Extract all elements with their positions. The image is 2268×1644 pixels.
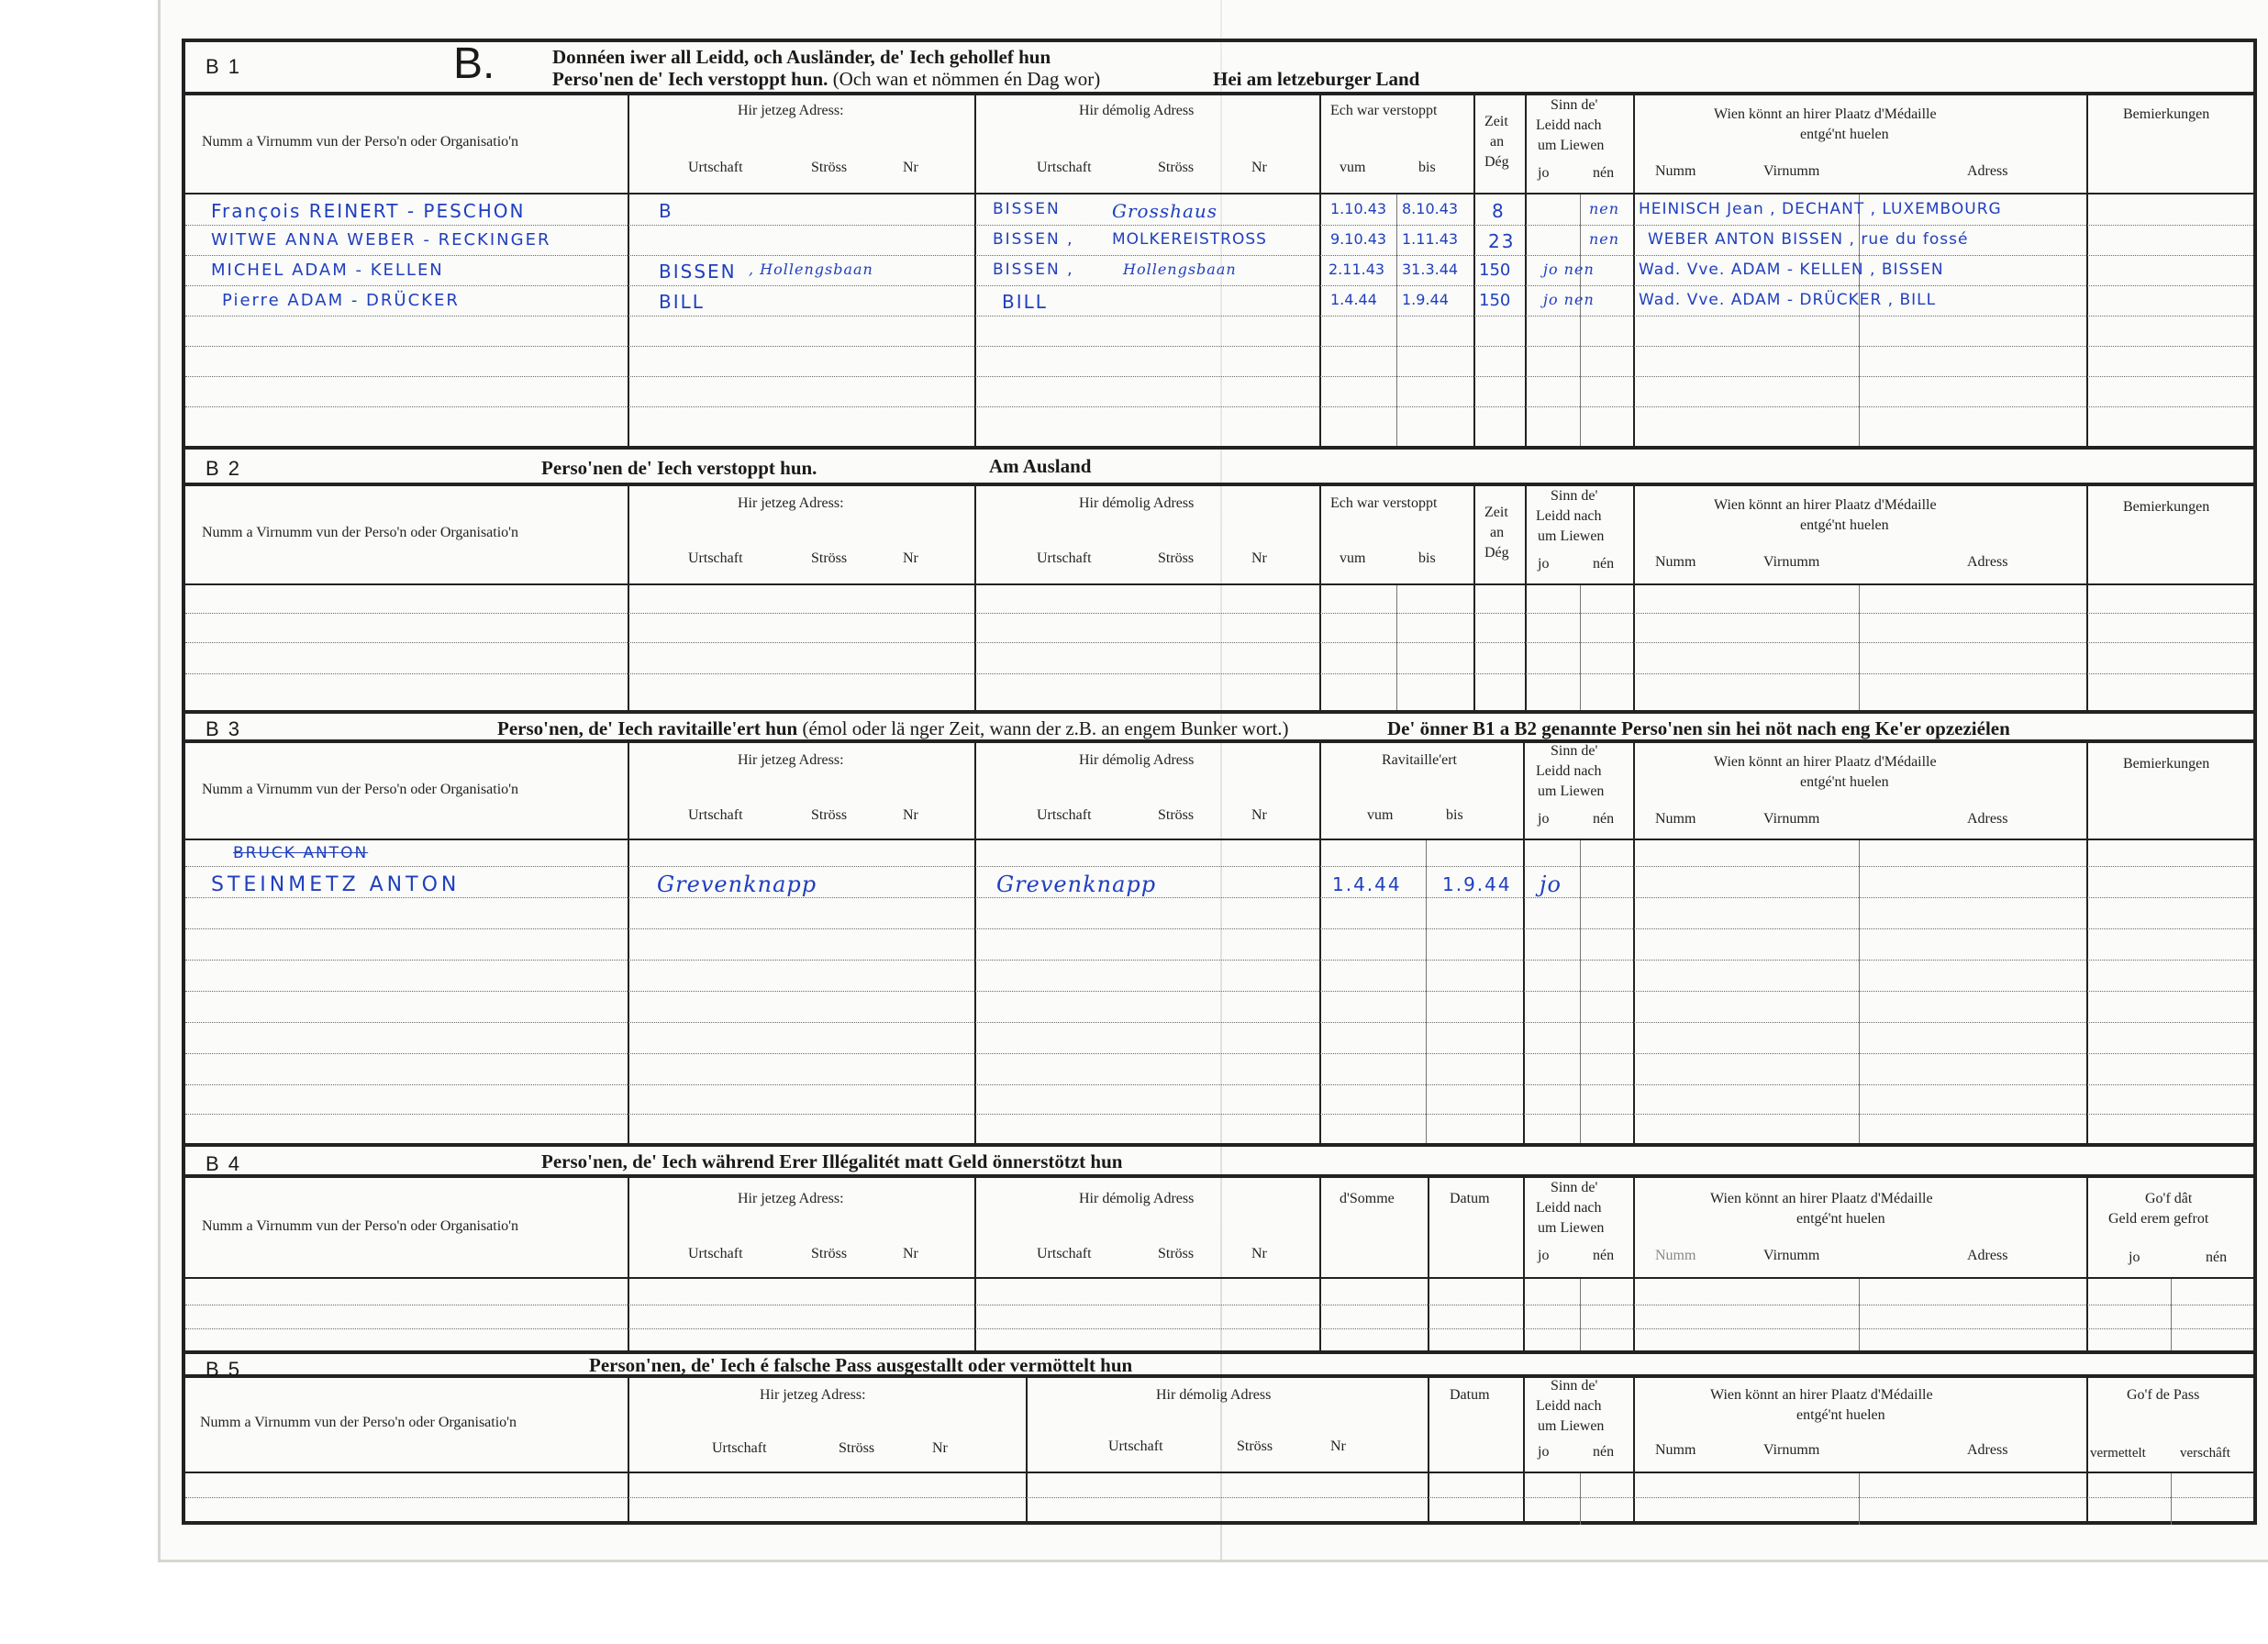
col-no-label: nén xyxy=(1593,556,1615,572)
col-name-label: Numm a Virnumm vun der Perso'n oder Organisatio'n xyxy=(200,1415,517,1430)
b1-entry-current-town: B xyxy=(659,200,673,222)
col-number-label: Nr xyxy=(1251,160,1267,175)
col-alive-label-2: Leidd nach xyxy=(1536,1398,1602,1414)
section-b1-columns xyxy=(185,95,2253,194)
col-name-label: Numm a Virnumm vun der Perso'n oder Organisatio'n xyxy=(202,782,519,797)
col-alive xyxy=(1525,1378,1635,1472)
col-supplied-label: Ravitaille'ert xyxy=(1382,752,1457,768)
b1-entry-former-street: Grosshaus xyxy=(1112,200,1218,222)
col-to-label: bis xyxy=(1418,160,1436,175)
col-town-label: Urtschaft xyxy=(688,160,743,175)
col-date xyxy=(1429,1378,1525,1472)
section-b2-columns xyxy=(185,486,2253,585)
col-alive xyxy=(1527,486,1635,583)
col-town-label: Urtschaft xyxy=(1037,807,1092,823)
section-code: B 5 xyxy=(206,1358,242,1381)
b1-entry-name: MICHEL ADAM - KELLEN xyxy=(211,261,444,280)
b1-entry-former-town: BISSEN , xyxy=(993,261,1074,279)
col-medal xyxy=(1635,95,2088,193)
col-medal xyxy=(1635,486,2088,583)
b1-entry-current-town: BILL xyxy=(659,291,705,313)
section-b4-columns xyxy=(185,1178,2253,1279)
col-days xyxy=(1475,486,1527,583)
col-medal-address-label: Adress xyxy=(1967,1248,2008,1263)
col-days-label-3: Dég xyxy=(1484,154,1509,170)
col-name xyxy=(185,1178,629,1277)
col-medal-label-1: Wien könnt an hirer Plaatz d'Médaille xyxy=(1710,1387,1933,1403)
col-remarks-label: Bemierkungen xyxy=(2123,756,2210,772)
col-current-address-label: Hir jetzeg Adress: xyxy=(738,752,844,768)
col-to-label: bis xyxy=(1418,550,1436,566)
col-town-label: Urtschaft xyxy=(1037,160,1092,175)
col-days-label-3: Dég xyxy=(1484,545,1509,561)
col-remarks-label: Bemierkungen xyxy=(2123,106,2210,122)
col-medal-first-label: Virnumm xyxy=(1763,1442,1820,1458)
col-former-address xyxy=(976,743,1321,839)
b1-entry-from: 1.10.43 xyxy=(1330,200,1387,217)
section-code: B 2 xyxy=(206,457,242,480)
section-title: Perso'nen de' Iech verstoppt hun. xyxy=(541,457,817,479)
col-number-label: Nr xyxy=(903,1246,918,1261)
col-current-address-label: Hir jetzeg Adress: xyxy=(760,1387,866,1403)
b1-entry-alive: nen xyxy=(1589,200,1620,217)
col-current-address xyxy=(629,1178,976,1277)
section-b3-rows xyxy=(185,840,2253,1143)
col-from-label: vum xyxy=(1367,807,1394,823)
col-town-label: Urtschaft xyxy=(688,1246,743,1261)
section-b1-header xyxy=(185,39,2253,95)
col-hidden xyxy=(1321,486,1475,583)
section-b3-columns xyxy=(185,743,2253,840)
b1-entry-from: 2.11.43 xyxy=(1329,261,1385,278)
col-medal-name-label: Numm xyxy=(1655,811,1696,827)
col-yes-label: jo xyxy=(1538,1444,1550,1460)
col-medal-label-2: entgé'nt huelen xyxy=(1796,1211,1885,1227)
col-former-address xyxy=(1028,1378,1429,1472)
col-remarks-label: Bemierkungen xyxy=(2123,499,2210,515)
col-former-address-label: Hir démolig Adress xyxy=(1079,1191,1195,1206)
b1-entry-medal: Wad. Vve. ADAM - KELLEN , BISSEN xyxy=(1639,261,1944,279)
col-yes-label: jo xyxy=(2129,1250,2140,1265)
col-medal-first-label: Virnumm xyxy=(1763,811,1820,827)
col-medal-address-label: Adress xyxy=(1967,554,2008,570)
col-no-label: nén xyxy=(1593,165,1615,181)
b1-entry-alive: nen xyxy=(1589,230,1620,248)
col-alive-label-3: um Liewen xyxy=(1538,783,1605,799)
b1-entry-current-street: , Hollengsbaan xyxy=(749,261,873,278)
col-sum xyxy=(1321,1178,1429,1277)
section-extra: Hei am letzeburger Land xyxy=(1213,68,1420,90)
col-alive-label-1: Sinn de' xyxy=(1551,488,1598,504)
col-medal-label-2: entgé'nt huelen xyxy=(1796,1407,1885,1423)
col-alive xyxy=(1525,1178,1635,1277)
section-b4-rows xyxy=(185,1279,2253,1350)
col-no-label: nén xyxy=(1593,811,1615,827)
col-current-address xyxy=(629,743,976,839)
col-town-label: Urtschaft xyxy=(1108,1438,1163,1454)
section-b5-header xyxy=(185,1350,2253,1381)
col-medal-label-1: Wien könnt an hirer Plaatz d'Médaille xyxy=(1714,754,1937,770)
col-number-label: Nr xyxy=(903,807,918,823)
col-alive-label-1: Sinn de' xyxy=(1551,97,1598,113)
col-former-address xyxy=(976,95,1321,193)
col-alive-label-1: Sinn de' xyxy=(1551,1378,1598,1394)
col-remarks xyxy=(2088,743,2253,839)
b1-entry-current-town: BISSEN xyxy=(659,261,737,283)
b1-entry-to: 1.11.43 xyxy=(1402,230,1459,248)
col-date-label: Datum xyxy=(1450,1191,1490,1206)
col-no-label: nén xyxy=(1593,1248,1615,1263)
col-money-returned xyxy=(2088,1178,2253,1277)
b1-entry-days: 23 xyxy=(1488,230,1516,252)
col-medal-label-1: Wien könnt an hirer Plaatz d'Médaille xyxy=(1714,497,1937,513)
col-from-label: vum xyxy=(1340,160,1366,175)
b1-entry-alive: jo nen xyxy=(1543,261,1595,278)
col-alive xyxy=(1527,95,1635,193)
col-name xyxy=(185,1378,629,1472)
col-date-label: Datum xyxy=(1450,1387,1490,1403)
b3-entry-struck-name: BRUCK ANTON xyxy=(233,844,369,862)
col-days-label: Zeit xyxy=(1484,114,1508,129)
section-code: B 1 xyxy=(206,55,242,78)
b1-entry-to: 31.3.44 xyxy=(1402,261,1459,278)
col-current-address xyxy=(629,1378,1028,1472)
col-money-label-1: Go'f dât xyxy=(2145,1191,2193,1206)
b1-entry-former-town: BILL xyxy=(1002,291,1048,313)
col-medal-first-label: Virnumm xyxy=(1763,163,1820,179)
b1-entry-medal: HEINISCH Jean , DECHANT , LUXEMBOURG xyxy=(1639,200,2002,218)
col-medal-name-label: Numm xyxy=(1655,1248,1696,1263)
col-number-label: Nr xyxy=(903,160,918,175)
col-money-label-2: Geld erem gefrot xyxy=(2108,1211,2209,1227)
col-days-label: Zeit xyxy=(1484,505,1508,520)
b1-entry-from: 1.4.44 xyxy=(1330,291,1377,308)
col-yes-label: jo xyxy=(1538,811,1550,827)
section-b4-header xyxy=(185,1143,2253,1178)
col-number-label: Nr xyxy=(1251,550,1267,566)
section-b5-columns xyxy=(185,1378,2253,1473)
b3-entry-current-town: Grevenknapp xyxy=(657,872,817,897)
b1-entry-former-town: BISSEN , xyxy=(993,230,1074,249)
col-current-address xyxy=(629,95,976,193)
col-street-label: Ströss xyxy=(811,160,848,175)
col-alive xyxy=(1525,743,1635,839)
col-alive-label-3: um Liewen xyxy=(1538,1418,1605,1434)
col-alive-label-1: Sinn de' xyxy=(1551,743,1598,759)
section-code: B 4 xyxy=(206,1152,242,1175)
col-medal-name-label: Numm xyxy=(1655,554,1696,570)
col-number-label: Nr xyxy=(1251,1246,1267,1261)
b1-entry-name: Pierre ADAM - DRÜCKER xyxy=(222,291,460,310)
b1-entry-former-street: Hollengsbaan xyxy=(1123,261,1237,278)
col-hidden-label: Ech war verstoppt xyxy=(1330,495,1438,511)
col-street-label: Ströss xyxy=(1158,1246,1195,1261)
col-no-label: nén xyxy=(1593,1444,1615,1460)
col-date xyxy=(1429,1178,1525,1277)
b1-entry-to: 8.10.43 xyxy=(1402,200,1459,217)
b3-entry-alive: jo xyxy=(1540,872,1562,897)
col-medal xyxy=(1635,1378,2088,1472)
col-days xyxy=(1475,95,1527,193)
col-alive-label-3: um Liewen xyxy=(1538,138,1605,153)
col-issued-label: verschâft xyxy=(2180,1446,2230,1461)
section-title: Person'nen, de' Iech é falsche Pass ausgestallt oder vermöttelt hun xyxy=(589,1354,1133,1376)
b1-entry-former-street: MOLKEREISTROSS xyxy=(1112,230,1267,249)
section-b1-rows xyxy=(185,194,2253,446)
col-street-label: Ströss xyxy=(811,550,848,566)
col-number-label: Nr xyxy=(903,550,918,566)
col-number-label: Nr xyxy=(1251,807,1267,823)
b3-entry-to: 1.9.44 xyxy=(1442,873,1512,895)
b1-entry-former-town: BISSEN xyxy=(993,200,1061,218)
col-days-label-2: an xyxy=(1490,134,1505,150)
col-alive-label-2: Leidd nach xyxy=(1536,763,1602,779)
col-alive-label-2: Leidd nach xyxy=(1536,117,1602,133)
col-name-label: Numm a Virnumm vun der Perso'n oder Organisatio'n xyxy=(202,525,519,540)
col-street-label: Ströss xyxy=(1237,1438,1273,1454)
col-town-label: Urtschaft xyxy=(712,1440,767,1456)
col-medal-name-label: Numm xyxy=(1655,163,1696,179)
col-yes-label: jo xyxy=(1538,556,1550,572)
col-current-address-label: Hir jetzeg Adress: xyxy=(738,495,844,511)
b1-entry-from: 9.10.43 xyxy=(1330,230,1387,248)
b1-entry-medal: WEBER ANTON BISSEN , rue du fossé xyxy=(1648,230,1969,249)
col-hidden xyxy=(1321,95,1475,193)
col-days-label-2: an xyxy=(1490,525,1505,540)
col-current-address-label: Hir jetzeg Adress: xyxy=(738,103,844,118)
section-b2-header xyxy=(185,446,2253,486)
col-number-label: Nr xyxy=(1330,1438,1346,1454)
col-sum-label: d'Somme xyxy=(1340,1191,1395,1206)
col-medal-name-label: Numm xyxy=(1655,1442,1696,1458)
col-name xyxy=(185,95,629,193)
col-former-address xyxy=(976,486,1321,583)
section-b3-header xyxy=(185,710,2253,743)
b1-entry-days: 150 xyxy=(1479,261,1511,280)
col-remarks xyxy=(2088,95,2253,193)
col-name xyxy=(185,486,629,583)
col-name-label: Numm a Virnumm vun der Perso'n oder Organisatio'n xyxy=(202,134,519,150)
col-medal-address-label: Adress xyxy=(1967,811,2008,827)
b1-entry-name: François REINERT - PESCHON xyxy=(211,200,526,222)
b1-entry-to: 1.9.44 xyxy=(1402,291,1449,308)
col-medal-first-label: Virnumm xyxy=(1763,554,1820,570)
col-arranged-label: vermettelt xyxy=(2090,1446,2146,1461)
col-yes-label: jo xyxy=(1538,165,1550,181)
col-street-label: Ströss xyxy=(1158,160,1195,175)
col-medal-first-label: Virnumm xyxy=(1763,1248,1820,1263)
col-alive-label-1: Sinn de' xyxy=(1551,1180,1598,1195)
col-name-label: Numm a Virnumm vun der Perso'n oder Organisatio'n xyxy=(202,1218,519,1234)
col-pass xyxy=(2088,1378,2253,1472)
col-town-label: Urtschaft xyxy=(1037,550,1092,566)
col-town-label: Urtschaft xyxy=(688,807,743,823)
b3-entry-former-town: Grevenknapp xyxy=(996,872,1157,897)
col-current-address-label: Hir jetzeg Adress: xyxy=(738,1191,844,1206)
section-extra: De' önner B1 a B2 genannte Perso'nen sin hei nöt nach eng Ke'er opzeziélen xyxy=(1387,717,2010,739)
col-alive-label-3: um Liewen xyxy=(1538,528,1605,544)
col-medal xyxy=(1635,743,2088,839)
col-alive-label-3: um Liewen xyxy=(1538,1220,1605,1236)
col-supplied xyxy=(1321,743,1525,839)
col-town-label: Urtschaft xyxy=(1037,1246,1092,1261)
col-medal-label-2: entgé'nt huelen xyxy=(1800,517,1889,533)
col-street-label: Ströss xyxy=(811,1246,848,1261)
col-street-label: Ströss xyxy=(1158,807,1195,823)
col-current-address xyxy=(629,486,976,583)
section-title: Perso'nen, de' Iech ravitaille'ert hun (émol oder lä nger Zeit, wann der z.B. an engem Bunker wort.) xyxy=(497,717,1289,739)
col-hidden-label: Ech war verstoppt xyxy=(1330,103,1438,118)
col-street-label: Ströss xyxy=(1158,550,1195,566)
b1-entry-days: 150 xyxy=(1479,291,1511,310)
form-frame xyxy=(182,39,2257,1525)
b3-entry-name: STEINMETZ ANTON xyxy=(211,873,461,896)
col-yes-label: jo xyxy=(1538,1248,1550,1263)
col-from-label: vum xyxy=(1340,550,1366,566)
col-no-label: nén xyxy=(2206,1250,2228,1265)
section-code: B 3 xyxy=(206,717,242,740)
col-former-address-label: Hir démolig Adress xyxy=(1079,752,1195,768)
col-to-label: bis xyxy=(1446,807,1463,823)
col-former-address-label: Hir démolig Adress xyxy=(1079,103,1195,118)
col-medal xyxy=(1635,1178,2088,1277)
col-medal-label-1: Wien könnt an hirer Plaatz d'Médaille xyxy=(1710,1191,1933,1206)
form-letter: B. xyxy=(453,39,495,88)
b1-entry-medal: Wad. Vve. ADAM - DRÜCKER , BILL xyxy=(1639,291,1937,309)
section-title: Perso'nen, de' Iech während Erer Illégalitét matt Geld önnerstötzt hun xyxy=(541,1150,1123,1172)
b1-entry-days: 8 xyxy=(1492,200,1506,222)
col-medal-label-2: entgé'nt huelen xyxy=(1800,127,1889,142)
col-medal-label-1: Wien könnt an hirer Plaatz d'Médaille xyxy=(1714,106,1937,122)
col-former-address-label: Hir démolig Adress xyxy=(1156,1387,1272,1403)
b1-entry-name: WITWE ANNA WEBER - RECKINGER xyxy=(211,230,551,250)
col-name xyxy=(185,743,629,839)
col-alive-label-2: Leidd nach xyxy=(1536,508,1602,524)
b3-entry-from: 1.4.44 xyxy=(1332,873,1402,895)
col-street-label: Ströss xyxy=(839,1440,875,1456)
b1-entry-alive: jo nen xyxy=(1543,291,1595,308)
col-street-label: Ströss xyxy=(811,807,848,823)
col-former-address xyxy=(976,1178,1321,1277)
section-title: Donnéen iwer all Leidd, och Ausländer, de' Iech gehollef hun xyxy=(552,46,1051,68)
col-remarks xyxy=(2088,486,2253,583)
col-pass-label: Go'f de Pass xyxy=(2127,1387,2200,1403)
col-former-address-label: Hir démolig Adress xyxy=(1079,495,1195,511)
section-extra: Am Ausland xyxy=(989,455,1092,477)
col-medal-address-label: Adress xyxy=(1967,163,2008,179)
col-medal-label-2: entgé'nt huelen xyxy=(1800,774,1889,790)
section-b2-rows xyxy=(185,585,2253,710)
section-b5-rows xyxy=(185,1473,2253,1525)
col-alive-label-2: Leidd nach xyxy=(1536,1200,1602,1216)
col-medal-address-label: Adress xyxy=(1967,1442,2008,1458)
section-subtitle: Perso'nen de' Iech verstoppt hun. (Och wan et nömmen én Dag wor) xyxy=(552,68,1101,90)
col-town-label: Urtschaft xyxy=(688,550,743,566)
col-number-label: Nr xyxy=(932,1440,948,1456)
